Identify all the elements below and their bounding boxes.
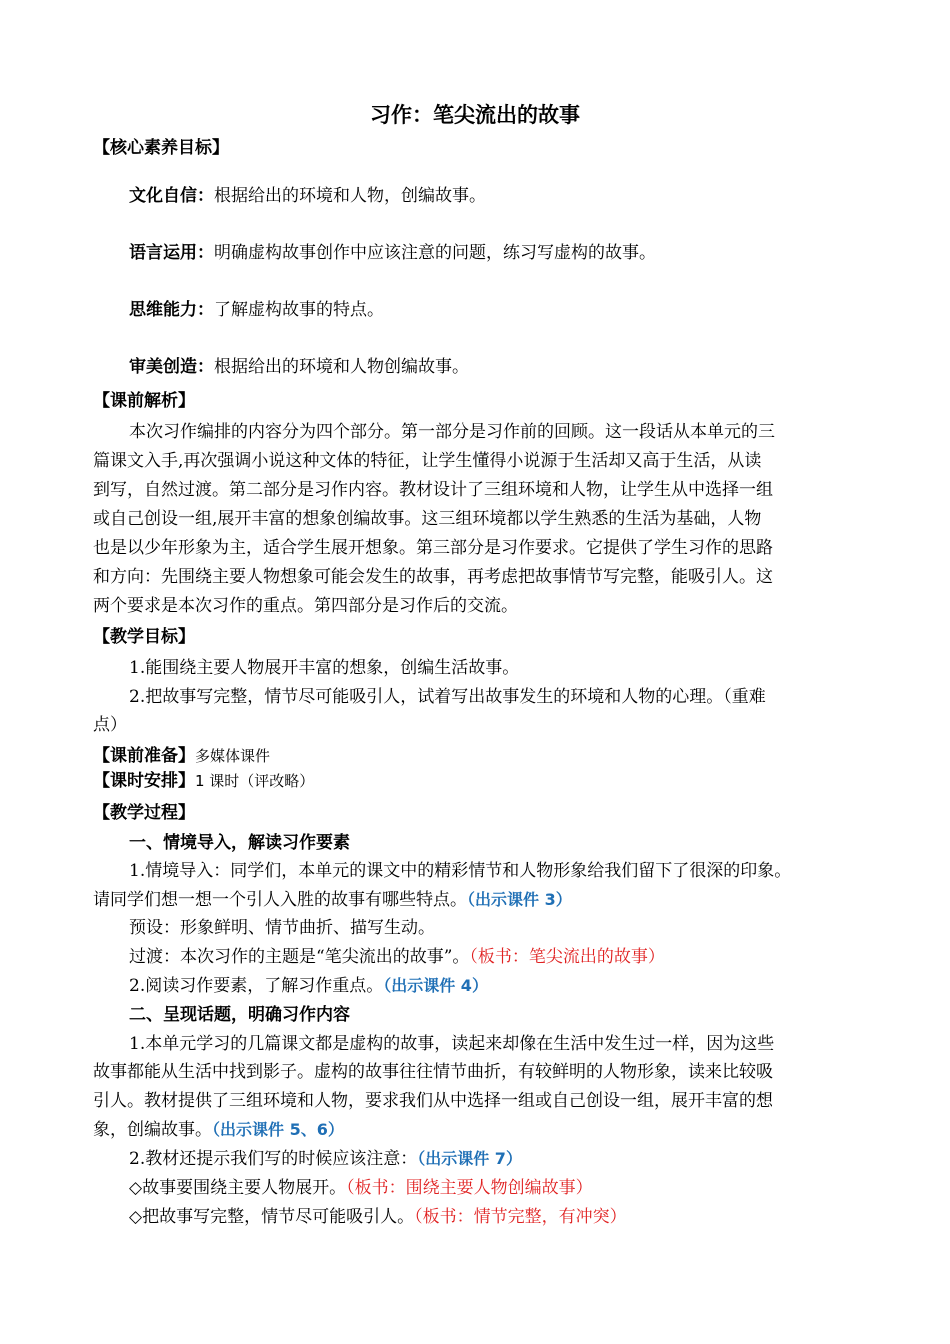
part2-line <box>129 1174 593 1202</box>
core-goals-heading: 【核心素养目标】 <box>93 138 229 158</box>
part1-text: 2.阅读习作要素，了解习作重点。 <box>129 976 384 996</box>
part1-text: 请同学们想一想一个引人入胜的故事有哪些特点。 <box>93 890 467 910</box>
courseware-ref: （出示课件 4） <box>383 976 488 995</box>
core-goal-aesthetics <box>129 353 469 381</box>
core-goal-text: 了解虚构故事的特点。 <box>214 300 384 320</box>
part2-line <box>93 1116 344 1144</box>
schedule-line <box>93 767 314 795</box>
part1-line <box>129 943 665 971</box>
part2-line: 引人。教材提供了三组环境和人物，要求我们从中选择一组或自己创设一组，展开丰富的想 <box>93 1091 773 1111</box>
part1-line: 预设：形象鲜明、情节曲折、描写生动。 <box>129 918 435 938</box>
part2-line: 1.本单元学习的几篇课文都是虚构的故事，读起来却像在生活中发生过一样，因为这些 <box>129 1034 775 1054</box>
part2-title: 二、呈现话题，明确习作内容 <box>129 1005 350 1025</box>
core-goal-text: 根据给出的环境和人物创编故事。 <box>214 357 469 377</box>
part2-text: 象，创编故事。 <box>93 1120 212 1140</box>
analysis-line: 本次习作编排的内容分为四个部分。第一部分是习作前的回顾。这一段话从本单元的三 <box>129 422 775 442</box>
document-title: 习作：笔尖流出的故事 <box>370 103 580 127</box>
analysis-line: 两个要求是本次习作的重点。第四部分是习作后的交流。 <box>93 596 518 616</box>
core-goal-label: 文化自信： <box>129 186 214 206</box>
core-goal-label: 语言运用： <box>129 243 214 263</box>
core-goal-label: 审美创造： <box>129 357 214 377</box>
analysis-line: 到写，自然过渡。第二部分是习作内容。教材设计了三组环境和人物，让学生从中选择一组 <box>93 480 773 500</box>
board-note: （板书：围绕主要人物创编故事） <box>346 1178 593 1198</box>
core-goal-text: 明确虚构故事创作中应该注意的问题，练习写虚构的故事。 <box>214 243 656 263</box>
process-heading: 【教学过程】 <box>93 803 195 823</box>
schedule-heading: 【课时安排】 <box>93 771 195 791</box>
core-goal-language <box>129 239 656 267</box>
part2-line <box>129 1145 522 1173</box>
core-goal-label: 思维能力： <box>129 300 214 320</box>
analysis-heading: 【课前解析】 <box>93 391 195 411</box>
part2-text: 2.教材还提示我们写的时候应该注意： <box>129 1149 418 1169</box>
part1-line <box>129 972 488 1000</box>
part1-line <box>93 886 572 914</box>
core-goal-text: 根据给出的环境和人物，创编故事。 <box>214 186 486 206</box>
part2-text: ◇把故事写完整，情节尽可能吸引人。 <box>129 1207 415 1227</box>
core-goal-culture <box>129 182 486 210</box>
analysis-line: 或自己创设一组,展开丰富的想象创编故事。这三组环境都以学生熟悉的生活为基础，人物 <box>93 509 762 529</box>
core-goal-thinking <box>129 296 384 324</box>
courseware-ref: （出示课件 7） <box>417 1149 522 1168</box>
prep-text: 多媒体课件 <box>195 747 271 765</box>
teaching-goal-1: 1.能围绕主要人物展开丰富的想象，创编生活故事。 <box>129 658 520 678</box>
teaching-goal-2: 2.把故事写完整，情节尽可能吸引人，试着写出故事发生的环境和人物的心理。（重难 <box>129 687 766 707</box>
part2-line <box>129 1203 627 1231</box>
schedule-text: 1 课时（评改略） <box>195 772 315 790</box>
courseware-ref: （出示课件 5、6） <box>212 1120 344 1139</box>
part1-text: 过渡：本次习作的主题是“笔尖流出的故事”。 <box>129 947 470 967</box>
analysis-line: 和方向：先围绕主要人物想象可能会发生的故事，再考虑把故事情节写完整，能吸引人。这 <box>93 567 773 587</box>
courseware-ref: （出示课件 3） <box>467 890 572 909</box>
prep-line <box>93 742 270 770</box>
part2-text: ◇故事要围绕主要人物展开。 <box>129 1178 347 1198</box>
part1-title: 一、情境导入，解读习作要素 <box>129 833 350 853</box>
board-note: （板书：笔尖流出的故事） <box>469 947 665 967</box>
analysis-line: 也是以少年形象为主，适合学生展开想象。第三部分是习作要求。它提供了学生习作的思路 <box>93 538 773 558</box>
teaching-goals-heading: 【教学目标】 <box>93 627 195 647</box>
analysis-line: 篇课文入手,再次强调小说这种文体的特征，让学生懂得小说源于生活却又高于生活，从读 <box>93 451 762 471</box>
prep-heading: 【课前准备】 <box>93 746 195 766</box>
teaching-goal-2-cont: 点） <box>93 715 127 735</box>
part2-line: 故事都能从生活中找到影子。虚构的故事往往情节曲折，有较鲜明的人物形象，读来比较吸 <box>93 1062 773 1082</box>
part1-line: 1.情境导入：同学们，本单元的课文中的精彩情节和人物形象给我们留下了很深的印象。 <box>129 861 792 881</box>
board-note: （板书：情节完整，有冲突） <box>414 1207 627 1227</box>
